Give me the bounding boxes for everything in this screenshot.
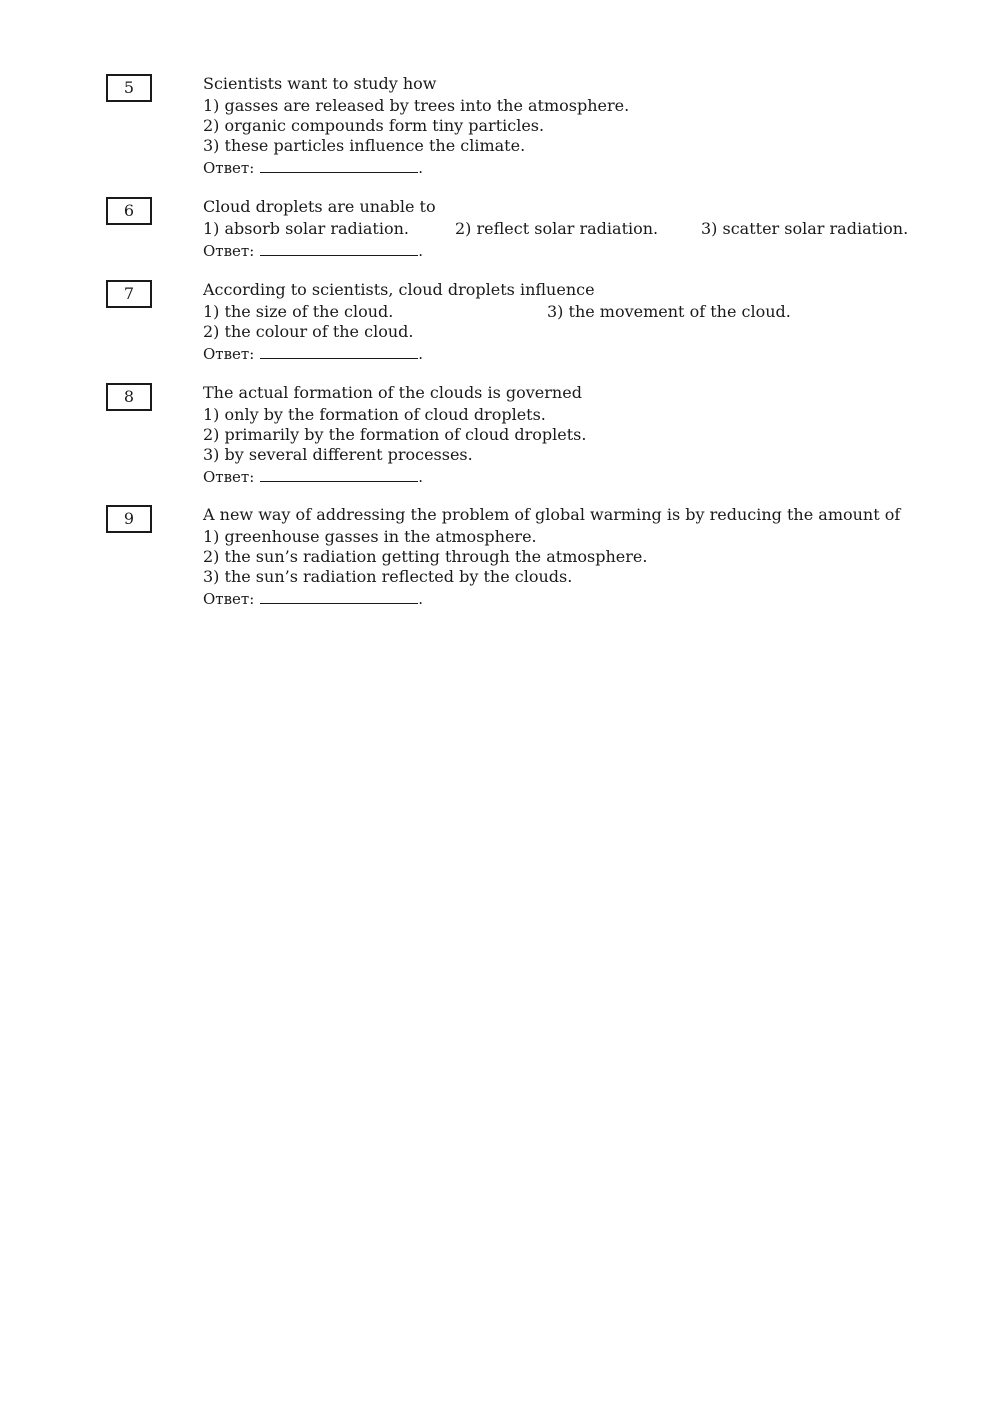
option-2: 2) the colour of the cloud. (203, 322, 414, 341)
option-2: 2) the sun’s radiation getting through the atmosphere. (203, 547, 648, 566)
options-row (203, 302, 963, 322)
options-row (203, 219, 963, 239)
answer-end: . (418, 468, 424, 486)
answer-blank[interactable] (260, 158, 418, 173)
answer-blank[interactable] (260, 467, 418, 482)
option-1: 1) greenhouse gasses in the atmosphere. (203, 527, 537, 546)
answer-end: . (418, 242, 424, 260)
option-1: 1) the size of the cloud. (203, 302, 394, 321)
question-body (203, 197, 963, 261)
answer-line (203, 344, 963, 364)
answer-label: Ответ: (203, 159, 255, 177)
answer-label: Ответ: (203, 242, 255, 260)
question-number-box: 9 (106, 505, 152, 533)
option-2: 2) primarily by the formation of cloud droplets. (203, 425, 587, 444)
question-body (203, 383, 963, 487)
answer-label: Ответ: (203, 345, 255, 363)
answer-end: . (418, 159, 424, 177)
option-1: 1) only by the formation of cloud droplets. (203, 405, 546, 424)
question-number-box: 8 (106, 383, 152, 411)
question-stem: Scientists want to study how (203, 74, 437, 93)
question-body (203, 280, 963, 364)
option-2: 2) organic compounds form tiny particles. (203, 116, 545, 135)
option-3: 3) by several different processes. (203, 445, 473, 464)
answer-end: . (418, 590, 424, 608)
answer-label: Ответ: (203, 468, 255, 486)
question-stem: A new way of addressing the problem of global warming is by reducing the amount of (203, 505, 901, 524)
option-3: 3) the movement of the cloud. (547, 302, 791, 321)
question-number-box: 7 (106, 280, 152, 308)
option-3: 3) these particles influence the climate. (203, 136, 526, 155)
option-2: 2) reflect solar radiation. (455, 219, 659, 238)
question-stem: According to scientists, cloud droplets influence (203, 280, 595, 299)
option-1: 1) absorb solar radiation. (203, 219, 409, 238)
question-number-box: 5 (106, 74, 152, 102)
answer-line (203, 158, 963, 178)
option-1: 1) gasses are released by trees into the atmosphere. (203, 96, 630, 115)
answer-blank[interactable] (260, 589, 418, 604)
question-stem: The actual formation of the clouds is governed (203, 383, 582, 402)
question-stem: Cloud droplets are unable to (203, 197, 436, 216)
answer-blank[interactable] (260, 344, 418, 359)
answer-line (203, 589, 963, 609)
question-body (203, 505, 963, 609)
option-3: 3) the sun’s radiation reflected by the clouds. (203, 567, 573, 586)
question-body (203, 74, 963, 178)
answer-line (203, 241, 963, 261)
answer-label: Ответ: (203, 590, 255, 608)
question-number-box: 6 (106, 197, 152, 225)
answer-end: . (418, 345, 424, 363)
answer-blank[interactable] (260, 241, 418, 256)
answer-line (203, 467, 963, 487)
option-3: 3) scatter solar radiation. (701, 219, 909, 238)
